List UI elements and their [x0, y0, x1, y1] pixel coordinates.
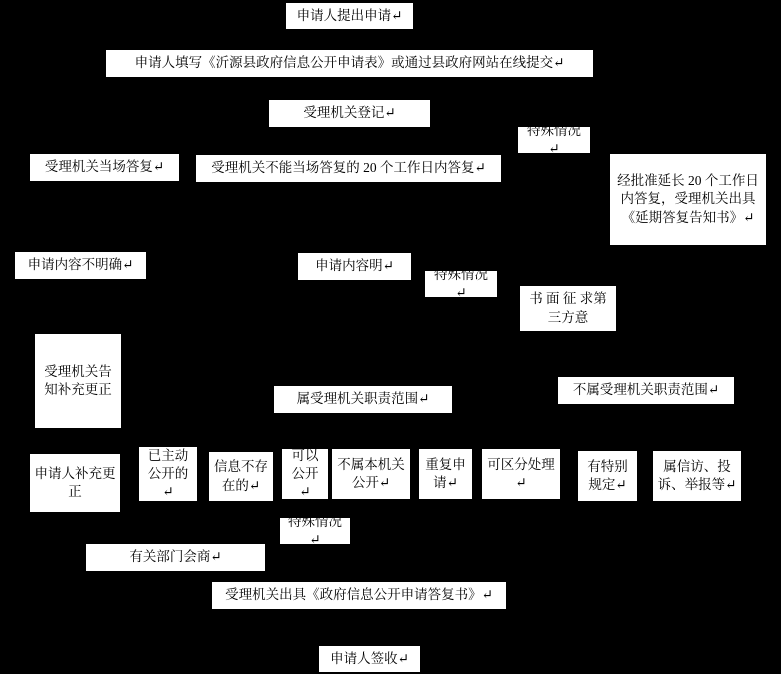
flow-node-n16: 已主动公开的↵: [138, 446, 198, 502]
flow-node-n19: 不属本机关公开↵: [331, 448, 411, 500]
flow-node-n15: 申请人补充更正: [29, 453, 121, 513]
flow-node-n25: 有关部门会商↵: [85, 543, 266, 572]
flow-node-n27: 申请人签收↵: [318, 645, 421, 673]
flow-node-n5: 受理机关当场答复↵: [29, 153, 180, 182]
flow-node-n2: 申请人填写《沂源县政府信息公开申请表》或通过县政府网站在线提交↵: [105, 49, 594, 78]
flow-node-n24: 特殊情况↵: [279, 517, 351, 545]
flow-node-n18: 可以公开↵: [281, 448, 329, 500]
flow-node-n20: 重复申请↵: [418, 448, 473, 500]
flow-node-n22: 有特别规定↵: [577, 450, 638, 502]
flow-node-n8: 申请内容不明确↵: [14, 251, 147, 280]
flow-node-n26: 受理机关出具《政府信息公开申请答复书》↵: [211, 581, 507, 610]
flow-node-n11: 书 面 征 求第三方意: [519, 285, 617, 332]
flow-node-n21: 可区分处理↵: [481, 448, 561, 500]
flow-node-n13: 属受理机关职责范围↵: [273, 385, 453, 414]
flow-node-n3: 受理机关登记↵: [268, 99, 431, 128]
flow-node-n1: 申请人提出申请↵: [285, 2, 414, 30]
flow-node-n9: 申请内容明↵: [297, 252, 412, 281]
flow-node-n12: 受理机关告知补充更正: [34, 333, 122, 429]
flow-node-n14: 不属受理机关职责范围↵: [557, 376, 735, 405]
flow-node-n17: 信息不存在的↵: [208, 451, 274, 502]
flow-node-n6: 受理机关不能当场答复的 20 个工作日内答复↵: [195, 154, 502, 183]
flow-node-n10: 特殊情况↵: [424, 270, 498, 298]
flow-node-n4: 特殊情况↵: [517, 126, 591, 154]
flow-node-n23: 属信访、投诉、举报等↵: [652, 450, 742, 502]
flow-node-n7: 经批准延长 20 个工作日内答复，受理机关出具《延期答复告知书》↵: [609, 153, 767, 246]
